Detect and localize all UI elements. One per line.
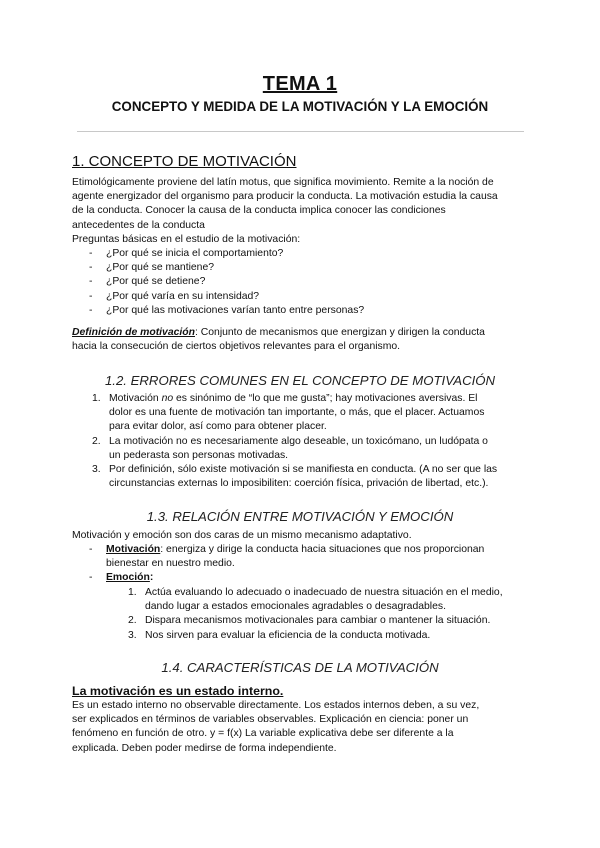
page-subtitle: CONCEPTO Y MEDIDA DE LA MOTIVACIÓN Y LA EMOCIÓN [111,99,489,114]
intro-line: antecedentes de la conducta [72,219,205,231]
list-item: 3. Nos sirven para evaluar la eficiencia de la conducta motivada. [128,629,431,641]
intro-line: Etimológicamente proviene del latín motus, que significa movimiento. Remite a la noción de [72,177,494,188]
section-1-4-text: Es un estado interno no observable directamente. Los estados internos deben, a su vez, ser explicados en términos de variables observables. Explicación en ciencia: poner un fenómeno en función de otro. y = f(x) La variable explicativa debe ser diferente a la explicada. Deben poder medirse de forma independiente. [72,700,480,754]
relation-list: - Motivación: energiza y dirige la conducta hacia situaciones que nos proporcionan bienestar en nuestro medio. - Emoción: [106,543,484,586]
list-item: - ¿Por qué las motivaciones varían tanto entre personas? [89,304,365,316]
definition-paragraph [72,326,532,354]
list-item: 3. Por definición, sólo existe motivación si se manifiesta en conducta. (A no ser que las [92,463,498,475]
definition-text: hacia la consecución de ciertos objetivos relevantes para el organismo. [72,341,401,353]
list-item: - Motivación: energiza y dirige la conducta hacia situaciones que nos proporcionan [89,544,485,555]
list-item: - Emoción: [89,572,154,584]
list-item: 2. La motivación no es necesariamente algo deseable, un toxicómano, un ludópata o [92,435,488,447]
motivacion-label: Motivación [106,544,161,555]
section-1-3-intro: Motivación y emoción son dos caras de un mismo mecanismo adaptativo. [72,530,412,541]
list-item: 1. Motivación no es sinónimo de “lo que me gusta”; hay motivaciones aversivas. El [92,393,478,404]
section-1-3-heading: 1.3. RELACIÓN ENTRE MOTIVACIÓN Y EMOCIÓN [146,509,454,524]
section-1-4-heading: 1.4. CARACTERÍSTICAS DE LA MOTIVACIÓN [161,660,439,675]
errors-list: 1. Motivación no es sinónimo de “lo que me gusta”; hay motivaciones aversivas. El dolor es una fuente de motivación tan importante, o más, que el placer. Actuamos para evitar dolor, así como para obtener placer. 2. La motivación no es necesariamente algo deseable, un toxicómano, un ludópata o un pederasta son personas motivadas. 3. Por definición, sólo existe motivación si se manifiesta en conducta. (A no ser que las circunstancias externas lo imposibiliten: coerción física, privación de libertad, etc.). [92,393,498,490]
list-item: 1. Actúa evaluando lo adecuado o inadecuado de nuestra situación en el medio, [128,587,503,598]
list-item: - ¿Por qué se mantiene? [89,262,215,274]
title-divider [77,131,524,132]
list-item: 2. Dispara mecanismos motivacionales para cambiar o mantener la situación. [128,615,491,627]
intro-line: Preguntas básicas en el estudio de la motivación: [72,233,301,245]
section-1-intro [72,176,532,247]
list-item: - ¿Por qué se inicia el comportamiento? [89,248,284,259]
list-item: - ¿Por qué varía en su intensidad? [89,290,260,302]
section-1-4-subheading: La motivación es un estado interno. [72,684,284,698]
definition-label: Definición de motivación [72,327,195,338]
intro-line: agente energizador del organismo para producir la conducta. La motivación estudia la causa [72,191,498,203]
questions-list [89,247,365,318]
section-1-2-heading: 1.2. ERRORES COMUNES EN EL CONCEPTO DE MOTIVACIÓN [104,373,496,388]
list-item: - ¿Por qué se detiene? [89,276,206,288]
emocion-list: 1. Actúa evaluando lo adecuado o inadecuado de nuestra situación en el medio, dando lugar a estados emocionales agradables o desagradables. 2. Dispara mecanismos motivacionales para cambiar o mantener la situación. 3. Nos sirven para evaluar la eficiencia de la conducta motivada. [145,586,503,643]
definition-text: : Conjunto de mecanismos que energizan y dirigen la conducta [194,327,485,338]
emocion-label: Emoción [106,572,150,584]
section-1-heading: 1. CONCEPTO DE MOTIVACIÓN [72,153,297,170]
intro-line: de la conducta. Conocer la causa de la conducta implica conocer las condiciones [72,205,446,217]
page-title: TEMA 1 [262,73,338,95]
